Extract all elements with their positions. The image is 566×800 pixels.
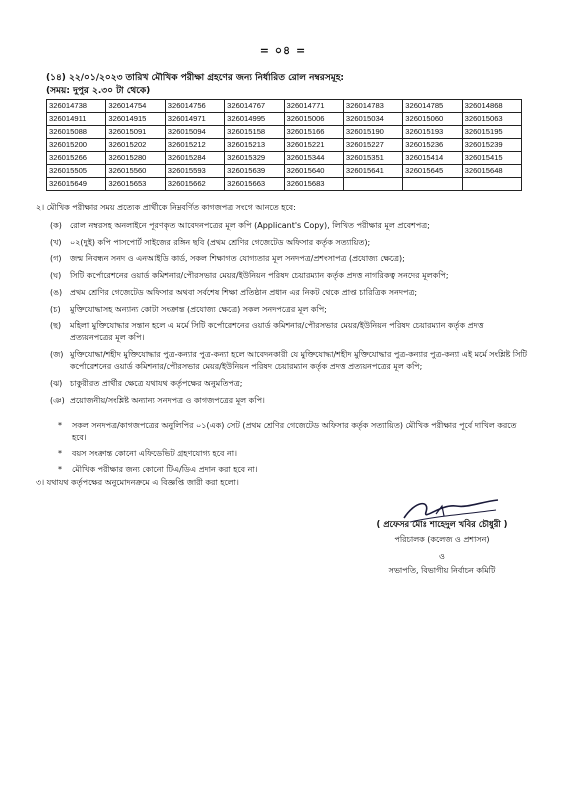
roll-number-cell: 326015094 — [165, 126, 224, 139]
roll-number-cell: 326015505 — [47, 165, 106, 178]
note-text: মৌখিক পরীক্ষার জন্য কোনো টিএ/ডিএ প্রদান করা হবে না। — [72, 465, 258, 474]
section-2-title: ২। মৌখিক পরীক্ষার সময় প্রত্যেক প্রার্থীকে নিম্নবর্ণিত কাগজপত্র সংগে আনতে হবে: — [36, 203, 296, 212]
roll-number-cell: 326015091 — [106, 126, 165, 139]
note-text: সকল সনদপত্র/কাগজপত্রের অনুলিপির ০১(এক) সেট (প্রথম শ্রেণির গেজেটেড অফিসার কর্তৃক সত্যায়িত) মৌখিক পরীক্ষার পূর্বে দাখিল করতে হবে। — [72, 421, 517, 442]
table-row — [47, 165, 522, 178]
roll-number-cell: 326014915 — [106, 113, 165, 126]
document-item — [50, 349, 528, 373]
table-row — [47, 139, 522, 152]
document-item-label: (ঙ) — [50, 287, 63, 297]
roll-number-cell: 326015006 — [284, 113, 343, 126]
document-item-label: (ঝ) — [50, 379, 63, 389]
signatory-committee: সভাপতি, বিভাগীয় নির্বাচন কমিটি — [388, 566, 496, 575]
roll-number-cell — [343, 178, 402, 191]
roll-number-cell: 326015190 — [343, 126, 402, 139]
required-documents-list — [50, 220, 528, 411]
roll-number-cell — [462, 178, 521, 191]
document-item-text: সিটি কর্পোরেশনের ওয়ার্ড কমিশনার/পৌরসভার মেয়র/ইউনিয়ন পরিষদ চেয়ারম্যান কর্তৃক প্রদত্ত নাগরিকত্ব সনদের মূলকপি; — [70, 271, 449, 281]
signatory-designation: পরিচালক (কলেজ ও প্রশাসন) — [394, 535, 490, 544]
document-item — [50, 220, 528, 232]
roll-number-cell: 326015683 — [284, 178, 343, 191]
document-item-text: ০২(দুই) কপি পাসপোর্ট সাইজের রঙ্গিন ছবি (প্রথম শ্রেণির গেজেটেড অফিসার কর্তৃক সত্যায়িত); — [70, 237, 371, 247]
table-row — [47, 152, 522, 165]
page-number: = ০৪ = — [259, 44, 307, 57]
document-item-label: (গ) — [50, 254, 62, 264]
roll-number-cell: 326015213 — [225, 139, 284, 152]
document-item — [50, 395, 528, 407]
document-item — [50, 237, 528, 249]
roll-number-cell: 326014911 — [47, 113, 106, 126]
document-item-text: প্রথম শ্রেণির গেজেটেড অফিসার অথবা সর্বশেষ শিক্ষা প্রতিষ্ঠান প্রধান এর নিকট থেকে প্রাপ্ত চারিত্রিক সনদপত্র; — [70, 287, 418, 297]
roll-number-cell — [403, 178, 462, 191]
roll-number-cell: 326015662 — [165, 178, 224, 191]
roll-number-cell: 326015415 — [462, 152, 521, 165]
roll-number-cell: 326015653 — [106, 178, 165, 191]
roll-number-cell: 326014995 — [225, 113, 284, 126]
roll-number-cell: 326015649 — [47, 178, 106, 191]
table-row — [47, 113, 522, 126]
document-item — [50, 287, 528, 299]
note-bullet: * — [58, 449, 62, 458]
document-item — [50, 304, 528, 316]
roll-number-cell: 326015266 — [47, 152, 106, 165]
roll-number-cell: 326015560 — [106, 165, 165, 178]
document-item — [50, 320, 528, 344]
roll-number-cell: 326015351 — [343, 152, 402, 165]
document-item-label: (চ) — [50, 304, 61, 314]
document-item-label: (খ) — [50, 237, 62, 247]
document-item-text: প্রয়োজনীয়/সংশ্লিষ্ট অন্যান্য সনদপত্র ও কাগজপত্রের মূল কপি। — [70, 395, 265, 405]
roll-number-cell: 326014868 — [462, 100, 521, 113]
roll-number-cell: 326014771 — [284, 100, 343, 113]
document-item-text: মুক্তিযোদ্ধা/শহীদ মুক্তিযোদ্ধার পুত্র-কন্যার পুত্র-কন্যা হলে আবেদনকারী যে মুক্তিযোদ্ধা/শহীদ মুক্তিযোদ্ধার পুত্র-কন্যার পুত্র-কন্যা এই মর্মে সংশ্লিষ্ট সিটি কর্পোরেশনের ওয়ার্ড কমিশনার/পৌরসভার মেয়র/ইউনিয়ন পরিষদ চেয়ারম্যান কর্তৃক প্রদত্ত প্রত্যয়নপত্রের মূল কপি; — [70, 350, 528, 372]
note-item — [58, 464, 528, 476]
roll-number-table — [46, 99, 522, 191]
roll-number-cell: 326015193 — [403, 126, 462, 139]
roll-number-cell: 326014756 — [165, 100, 224, 113]
roll-number-cell: 326015200 — [47, 139, 106, 152]
roll-number-cell: 326015344 — [284, 152, 343, 165]
roll-number-cell: 326014738 — [47, 100, 106, 113]
roll-number-cell: 326015648 — [462, 165, 521, 178]
roll-number-cell: 326015645 — [403, 165, 462, 178]
document-item-label: (জ) — [50, 350, 64, 360]
document-item-text: জন্ম নিবন্ধন সনদ ও এনআইডি কার্ড, সকল শিক্ষাগত যোগ্যতার মূল সনদপত্র/প্রশংসাপত্র (প্রযোজ্য ক্ষেত্রে); — [70, 254, 405, 264]
roll-number-cell: 326015239 — [462, 139, 521, 152]
roll-number-cell: 326015088 — [47, 126, 106, 139]
roll-number-cell: 326015284 — [165, 152, 224, 165]
roll-number-cell: 326015202 — [106, 139, 165, 152]
table-row — [47, 100, 522, 113]
document-item-label: (ঞ) — [50, 395, 65, 405]
roll-heading-time: (সময়: দুপুর ২.৩০ টা থেকে) — [46, 86, 151, 96]
document-item-label: (ছ) — [50, 321, 62, 331]
roll-number-cell: 326014767 — [225, 100, 284, 113]
roll-heading — [46, 72, 344, 98]
roll-number-cell: 326015414 — [403, 152, 462, 165]
roll-heading-line1: (১৪) ২২/০১/২০২৩ তারিখ মৌখিক পরীক্ষা গ্রহণের জন্য নির্ধারিত রোল নম্বরসমূহ: — [46, 73, 345, 83]
roll-number-cell: 326015158 — [225, 126, 284, 139]
roll-number-cell: 326015236 — [403, 139, 462, 152]
roll-number-cell: 326014785 — [403, 100, 462, 113]
roll-number-cell: 326015227 — [343, 139, 402, 152]
roll-number-cell: 326015060 — [403, 113, 462, 126]
roll-number-cell: 326015640 — [284, 165, 343, 178]
signatory-conjunction: ও — [439, 552, 445, 561]
document-item — [50, 253, 528, 265]
roll-number-cell: 326015166 — [284, 126, 343, 139]
note-text: বয়স সংক্রান্ত কোনো এফিডেভিট গ্রহণযোগ্য হবে না। — [72, 449, 237, 458]
roll-number-cell: 326015593 — [165, 165, 224, 178]
roll-number-cell: 326015195 — [462, 126, 521, 139]
document-item-label: (ক) — [50, 221, 62, 230]
roll-number-cell: 326015641 — [343, 165, 402, 178]
roll-number-cell: 326015639 — [225, 165, 284, 178]
roll-number-cell: 326014754 — [106, 100, 165, 113]
roll-number-cell: 326015329 — [225, 152, 284, 165]
document-item-label: (ঘ) — [50, 271, 62, 281]
table-row — [47, 126, 522, 139]
note-item — [58, 448, 528, 460]
document-item — [50, 378, 528, 390]
document-item — [50, 270, 528, 282]
table-row — [47, 178, 522, 191]
note-bullet: * — [58, 465, 62, 474]
roll-number-cell: 326015280 — [106, 152, 165, 165]
note-item — [58, 420, 528, 444]
roll-number-cell: 326015034 — [343, 113, 402, 126]
document-item-text: মহিলা মুক্তিযোদ্ধার সন্তান হলে এ মর্মে সিটি কর্পোরেশনের ওয়ার্ড কমিশনার/পৌরসভার মেয়র/ইউনিয়ন পরিষদ চেয়ারম্যান কর্তৃক প্রদত্ত প্রত্যয়নপত্রের মূল কপি। — [70, 321, 484, 343]
roll-number-cell: 326015663 — [225, 178, 284, 191]
document-item-text: চাকুরীরত প্রার্থীর ক্ষেত্রে যথাযথ কর্তৃপক্ষের অনুমতিপত্র; — [70, 379, 243, 389]
roll-number-cell: 326015212 — [165, 139, 224, 152]
roll-number-cell: 326014971 — [165, 113, 224, 126]
roll-number-cell: 326015221 — [284, 139, 343, 152]
note-bullet: * — [58, 421, 62, 430]
notes-list — [58, 420, 528, 480]
roll-number-cell: 326014783 — [343, 100, 402, 113]
signatory-name: ( প্রফেসর মোঃ শাহেদুল খবির চৌধুরী ) — [376, 519, 508, 529]
section-3-text: ৩। যথাযথ কর্তৃপক্ষের অনুমোদনক্রমে এ বিজ্ঞপ্তি জারী করা হলো। — [36, 478, 239, 487]
roll-number-cell: 326015063 — [462, 113, 521, 126]
document-item-text: মুক্তিযোদ্ধাসহ অন্যান্য কোটা সংক্রান্ত (প্রযোজ্য ক্ষেত্রে) সকল সনদপত্রের মূল কপি; — [70, 304, 327, 314]
document-item-text: রোল নম্বরসহ অনলাইনে পূরণকৃত আবেদনপত্রের মূল কপি (Applicant's Copy), লিখিত পরীক্ষার মূল প্রবেশপত্র; — [70, 221, 430, 230]
